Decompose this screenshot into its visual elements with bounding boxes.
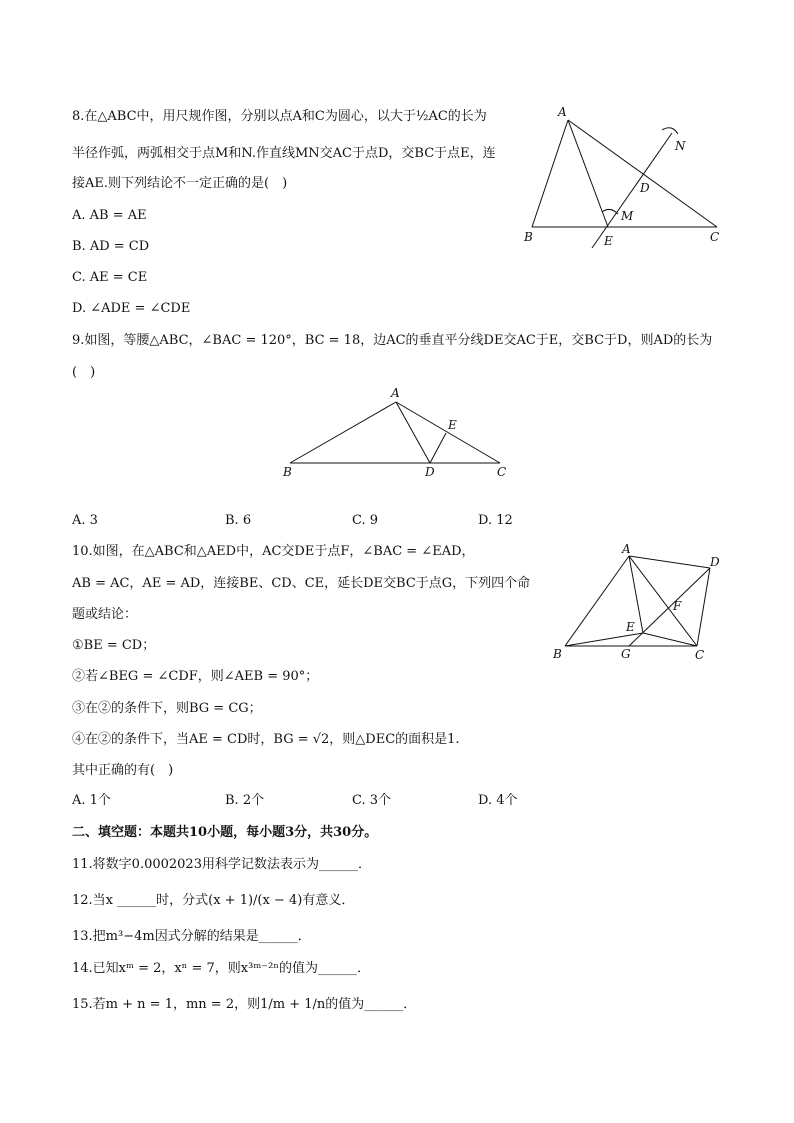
q8-line-2: 半径作弧，两弧相交于点M和N.作直线MN交AC于点D，交BC于点E，连 — [72, 146, 496, 161]
q10-line-8: 其中正确的有( ) — [72, 763, 174, 778]
q10-label-d: D — [710, 555, 720, 569]
q10-line-4: ①BE = CD； — [72, 638, 156, 653]
q8-label-d: D — [640, 181, 650, 195]
q8-line-1: 8.在△ABC中，用尺规作图，分别以点A和C为圆心，以大于½AC的长为 — [72, 109, 487, 124]
q9-option-a: A. 3 — [72, 513, 98, 528]
q9-label-a: A — [391, 386, 400, 400]
q10-option-b: B. 2个 — [225, 793, 265, 808]
q9-line-2: ( ) — [72, 365, 96, 380]
q9-label-d: D — [425, 465, 435, 479]
q8-option-d: D. ∠ADE = ∠CDE — [72, 301, 191, 316]
q10-option-d: D. 4个 — [478, 793, 518, 808]
q11: 11.将数字0.0002023用科学记数法表示为______． — [72, 857, 371, 872]
q8-label-n: N — [675, 139, 686, 153]
q9-label-b: B — [283, 465, 292, 479]
q9-label-e: E — [448, 418, 457, 432]
q10-line-2: AB = AC，AE = AD，连接BE、CD、CE，延长DE交BC于点G，下列四个命 — [72, 576, 531, 591]
q15: 15.若m + n = 1，mn = 2，则1/m + 1/n的值为______． — [72, 997, 417, 1012]
q8-option-c: C. AE = CE — [72, 270, 148, 285]
q10-label-g: G — [621, 647, 631, 661]
q10-line-7: ④在②的条件下，当AE = CD时，BG = √2，则△DEC的面积是1. — [72, 732, 460, 747]
q9-option-d: D. 12 — [478, 513, 513, 528]
q8-label-b: B — [524, 230, 533, 244]
q9-figure — [280, 385, 510, 480]
q8-option-a: A. AB = AE — [72, 208, 147, 223]
q9-option-b: B. 6 — [225, 513, 252, 528]
q10-option-c: C. 3个 — [352, 793, 392, 808]
q8-label-e: E — [604, 234, 613, 248]
q8-label-c: C — [710, 230, 720, 244]
q8-option-b: B. AD = CD — [72, 239, 150, 254]
q8-label-a: A — [558, 105, 567, 119]
q10-label-c: C — [695, 648, 705, 662]
q12: 12.当x ______时，分式(x + 1)/(x − 4)有意义． — [72, 893, 355, 908]
q8-figure — [520, 100, 730, 255]
q10-label-a: A — [622, 542, 631, 556]
q10-label-e: E — [626, 620, 635, 634]
q8-line-3: 接AE.则下列结论不一定正确的是( ) — [72, 176, 288, 191]
q10-figure — [545, 540, 730, 665]
q10-line-3: 题或结论： — [72, 607, 138, 622]
q13: 13.把m³−4m因式分解的结果是______． — [72, 929, 311, 944]
q9-label-c: C — [497, 465, 507, 479]
q10-line-1: 10.如图，在△ABC和△AED中，AC交DE于点F，∠BAC = ∠EAD， — [72, 544, 475, 559]
q10-option-a: A. 1个 — [72, 793, 111, 808]
q10-line-5: ②若∠BEG = ∠CDF，则∠AEB = 90°； — [72, 669, 319, 684]
q8-label-m: M — [621, 209, 634, 223]
q14: 14.已知xᵐ = 2，xⁿ = 7，则x³ᵐ⁻²ⁿ的值为______． — [72, 961, 371, 976]
q10-label-f: F — [673, 599, 682, 613]
section-2-title: 二、填空题：本题共10小题，每小题3分，共30分。 — [72, 825, 378, 840]
q10-label-b: B — [553, 647, 562, 661]
q10-line-6: ③在②的条件下，则BG = CG； — [72, 701, 262, 716]
q9-option-c: C. 9 — [352, 513, 379, 528]
q9-line-1: 9.如图，等腰△ABC，∠BAC = 120°，BC = 18，边AC的垂直平分线DE交AC于E，交BC于D，则AD的长为 — [72, 333, 713, 348]
